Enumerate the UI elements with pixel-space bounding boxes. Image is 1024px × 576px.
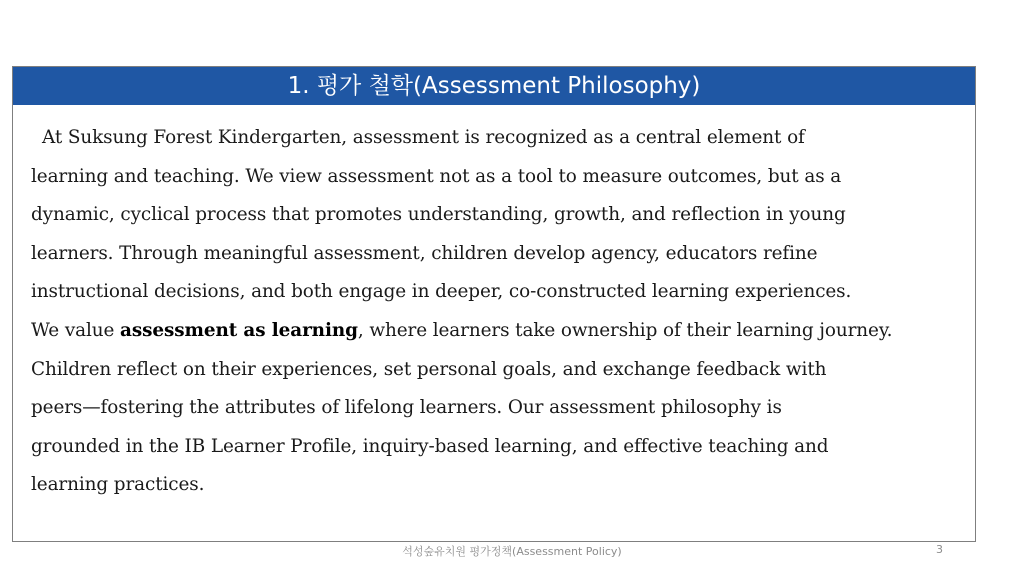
paragraph-line: At Suksung Forest Kindergarten, assessment is recognized as a central element of <box>42 127 805 148</box>
paragraph-line: dynamic, cyclical process that promotes understanding, growth, and reflection in young <box>31 204 846 226</box>
paragraph-line-emphasis <box>31 312 976 351</box>
line-prefix: We value <box>31 319 121 341</box>
philosophy-paragraph <box>31 119 976 505</box>
section-title-english: (Assessment Philosophy) <box>413 73 701 99</box>
paragraph-line: learning and teaching. We view assessment not as a tool to measure outcomes, but as a <box>31 165 842 187</box>
footer-document-title: 석성숲유치원 평가정책(Assessment Policy) <box>402 545 622 558</box>
paragraph-line: Children reflect on their experiences, set personal goals, and exchange feedback with <box>31 358 827 380</box>
section-title-korean: 1. 평가 철학 <box>287 73 414 99</box>
paragraph-line: learners. Through meaningful assessment, children develop agency, educators refine <box>31 242 818 264</box>
paragraph-line: grounded in the IB Learner Profile, inquiry-based learning, and effective teaching and <box>31 435 829 457</box>
paragraph-line: learning practices. <box>31 474 205 496</box>
emphasized-phrase: assessment as learning <box>120 319 358 341</box>
page-number: 3 <box>936 543 943 556</box>
paragraph-line: instructional decisions, and both engage in deeper, co-constructed learning experiences. <box>31 281 852 303</box>
content-frame <box>12 66 976 542</box>
section-title-bar <box>13 67 975 105</box>
paragraph-line: peers—fostering the attributes of lifelong learners. Our assessment philosophy is <box>31 397 782 419</box>
line-suffix: , where learners take ownership of their learning journey. <box>357 319 893 341</box>
